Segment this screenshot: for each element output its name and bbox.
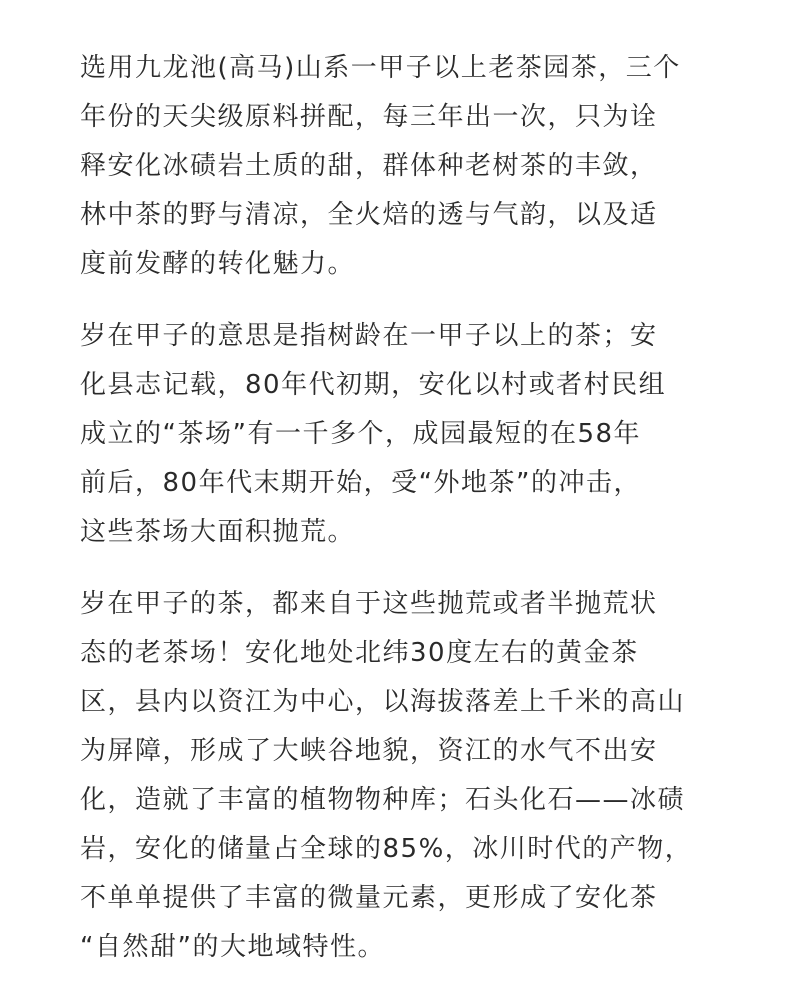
text-line: 岩，安化的储量占全球的85%，冰川时代的产物，	[80, 834, 693, 864]
paragraph-2	[80, 312, 720, 557]
text-line: 选用九龙池(高马)山系一甲子以上老茶园茶，三个	[80, 53, 681, 83]
text-line: 岁在甲子的意思是指树龄在一甲子以上的茶；安	[80, 321, 658, 351]
text-line: 化，造就了丰富的植物物种库；石头化石——冰碛	[80, 785, 686, 815]
paragraph-3	[80, 580, 720, 972]
text-line: 释安化冰碛岩土质的甜，群体种老树茶的丰敛，	[80, 151, 658, 181]
text-line: 区，县内以资江为中心，以海拔落差上千米的高山	[80, 687, 686, 717]
paragraph-1	[80, 44, 720, 289]
text-line: 这些茶场大面积抛荒。	[80, 517, 356, 547]
text-line: 度前发酵的转化魅力。	[80, 249, 356, 279]
text-line: 不单单提供了丰富的微量元素，更形成了安化茶	[80, 883, 658, 913]
text-line: 林中茶的野与清凉，全火焙的透与气韵，以及适	[80, 200, 658, 230]
text-line: 化县志记载，80年代初期，安化以村或者村民组	[80, 370, 667, 400]
text-line: 前后，80年代末期开始，受“外地茶”的冲击，	[80, 468, 642, 498]
text-line: 成立的“茶场”有一千多个，成园最短的在58年	[80, 419, 642, 449]
article-body	[80, 44, 720, 972]
text-line: 态的老茶场！安化地处北纬30度左右的黄金茶	[80, 638, 639, 668]
text-line: 为屏障，形成了大峡谷地貌，资江的水气不出安	[80, 736, 658, 766]
text-line: “自然甜”的大地域特性。	[80, 932, 385, 962]
text-line: 年份的天尖级原料拼配，每三年出一次，只为诠	[80, 102, 658, 132]
text-line: 岁在甲子的茶，都来自于这些抛荒或者半抛荒状	[80, 589, 658, 619]
